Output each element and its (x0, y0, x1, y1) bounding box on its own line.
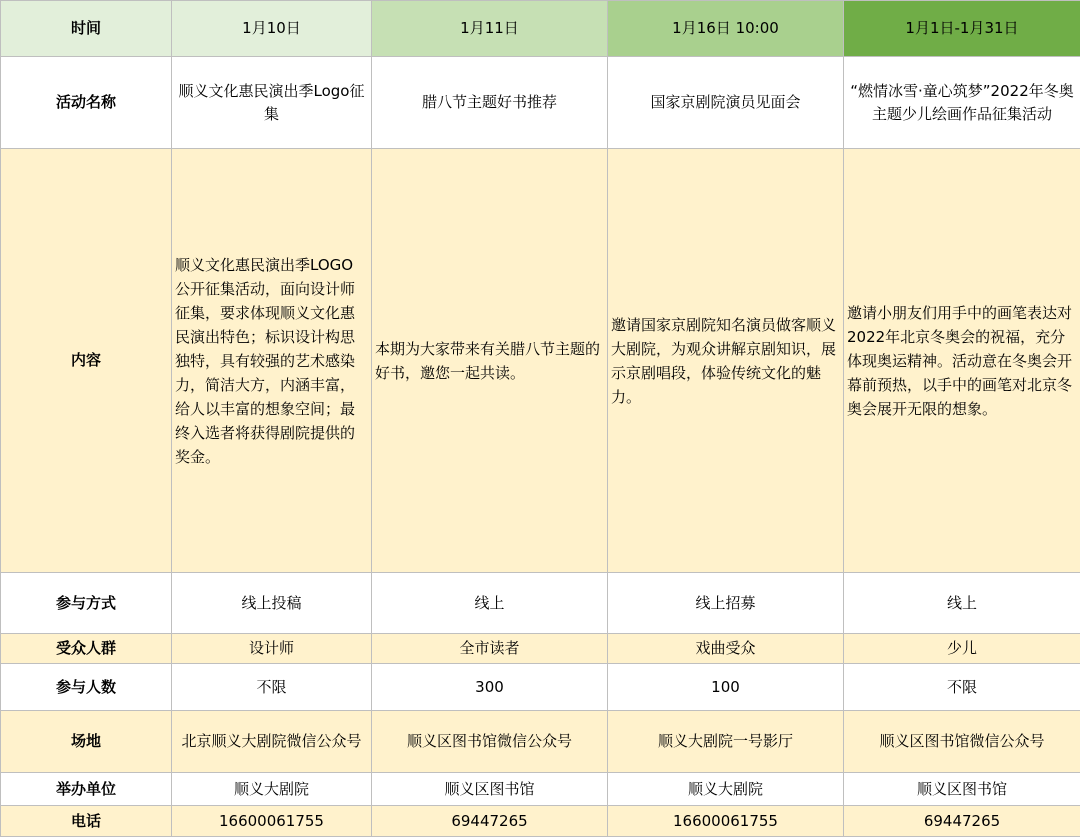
audience-cell: 少儿 (844, 634, 1080, 664)
organizer-cell: 顺义区图书馆 (372, 773, 608, 806)
venue-cell: 顺义区图书馆微信公众号 (844, 711, 1080, 773)
phone-cell: 16600061755 (608, 806, 844, 837)
row-label: 场地 (1, 711, 172, 773)
audience-cell: 戏曲受众 (608, 634, 844, 664)
audience-row (1, 634, 1080, 664)
organizer-cell: 顺义大剧院 (608, 773, 844, 806)
content-cell: 本期为大家带来有关腊八节主题的好书，邀您一起共读。 (372, 149, 608, 573)
content-cell: 邀请小朋友们用手中的画笔表达对2022年北京冬奥会的祝福，充分体现奥运精神。活动意在冬奥会开幕前预热，以手中的画笔对北京冬奥会展开无限的想象。 (844, 149, 1080, 573)
venue-row (1, 711, 1080, 773)
organizer-cell: 顺义大剧院 (172, 773, 372, 806)
audience-cell: 设计师 (172, 634, 372, 664)
activity-name-cell: 国家京剧院演员见面会 (608, 57, 844, 149)
method-cell: 线上投稿 (172, 573, 372, 634)
time-label: 时间 (1, 1, 172, 57)
row-label: 举办单位 (1, 773, 172, 806)
phone-row (1, 806, 1080, 837)
activity-name-cell: “燃情冰雪·童心筑梦”2022年冬奥主题少儿绘画作品征集活动 (844, 57, 1080, 149)
count-cell: 不限 (844, 664, 1080, 711)
method-row (1, 573, 1080, 634)
count-cell: 100 (608, 664, 844, 711)
count-cell: 300 (372, 664, 608, 711)
venue-cell: 北京顺义大剧院微信公众号 (172, 711, 372, 773)
row-label: 电话 (1, 806, 172, 837)
date-cell: 1月16日 10:00 (608, 1, 844, 57)
organizer-cell: 顺义区图书馆 (844, 773, 1080, 806)
activity-name-cell: 腊八节主题好书推荐 (372, 57, 608, 149)
method-cell: 线上招募 (608, 573, 844, 634)
content-cell: 顺义文化惠民演出季LOGO公开征集活动，面向设计师征集，要求体现顺义文化惠民演出特色；标识设计构思独特，具有较强的艺术感染力，简洁大方，内涵丰富，给人以丰富的想象空间；最终入选者将获得剧院提供的奖金。 (172, 149, 372, 573)
row-label: 参与方式 (1, 573, 172, 634)
phone-cell: 69447265 (844, 806, 1080, 837)
activity-name-cell: 顺义文化惠民演出季Logo征集 (172, 57, 372, 149)
date-cell: 1月11日 (372, 1, 608, 57)
organizer-row (1, 773, 1080, 806)
method-cell: 线上 (372, 573, 608, 634)
method-cell: 线上 (844, 573, 1080, 634)
content-cell: 邀请国家京剧院知名演员做客顺义大剧院，为观众讲解京剧知识，展示京剧唱段，体验传统文化的魅力。 (608, 149, 844, 573)
activity-name-row (1, 57, 1080, 149)
content-row (1, 149, 1080, 573)
venue-cell: 顺义区图书馆微信公众号 (372, 711, 608, 773)
audience-cell: 全市读者 (372, 634, 608, 664)
date-cell: 1月1日-1月31日 (844, 1, 1080, 57)
row-label: 内容 (1, 149, 172, 573)
row-label: 活动名称 (1, 57, 172, 149)
phone-cell: 69447265 (372, 806, 608, 837)
date-cell: 1月10日 (172, 1, 372, 57)
count-cell: 不限 (172, 664, 372, 711)
row-label: 受众人群 (1, 634, 172, 664)
phone-cell: 16600061755 (172, 806, 372, 837)
header-row (1, 1, 1080, 57)
venue-cell: 顺义大剧院一号影厅 (608, 711, 844, 773)
row-label: 参与人数 (1, 664, 172, 711)
count-row (1, 664, 1080, 711)
